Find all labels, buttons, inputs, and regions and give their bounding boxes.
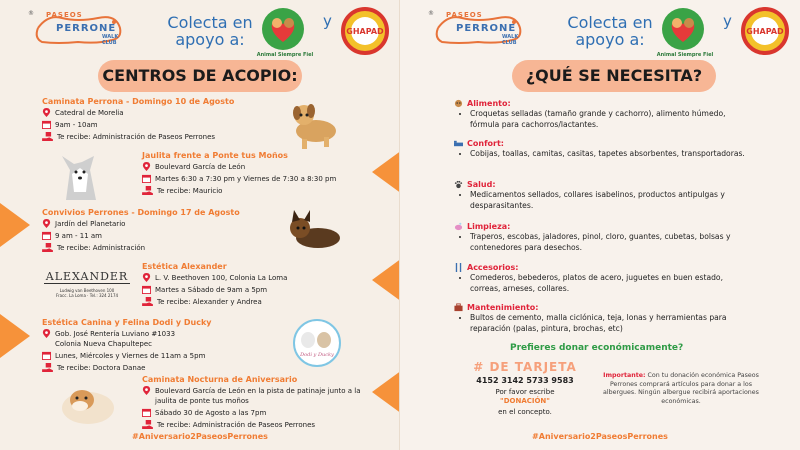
ghapad-logo <box>340 6 390 56</box>
entry-title: Caminata Nocturna de Aniversario <box>142 375 298 384</box>
favor-line2: "DONACIÓN" <box>500 397 550 405</box>
category-item: • Traperos, escobas, jaladores, pinol, cloro, guantes, cubetas, bolsas y contenedores para desechos. <box>470 232 754 253</box>
paseos-perrones-logo-right <box>428 8 526 52</box>
category-name: Limpieza: <box>467 222 511 231</box>
entry-time: Sábado 30 de Agosto a las 7pm <box>155 409 267 417</box>
toolbox-icon <box>454 303 463 312</box>
entry-time: Martes a Sábado de 9am a 5pm <box>155 286 268 294</box>
receive-hand-icon <box>42 363 53 372</box>
entry-recibe: Te recibe: Alexander y Andrea <box>157 298 262 306</box>
entry-place: Gob. José Rentería Luviano #1033 <box>55 330 176 338</box>
category-limpieza <box>454 222 754 253</box>
puppy-jumping-image <box>282 95 344 153</box>
calendar-icon <box>42 120 51 129</box>
entry-time: Martes 6:30 a 7:30 pm y Viernes de 7:30 a 8:30 pm <box>155 175 337 183</box>
entry-title: Convivios Perrones - Domingo 17 de Agosto <box>42 208 240 217</box>
colecta-line1: Colecta en <box>167 13 253 32</box>
alexander-logo <box>44 270 130 304</box>
entry-time: 9 am - 11 am <box>55 232 103 240</box>
logo-name: PERRONE <box>56 23 117 34</box>
calendar-icon <box>42 351 51 360</box>
org1-tagline: Animal Siempre Fiel <box>656 52 714 58</box>
receive-hand-icon <box>142 420 153 429</box>
nota-text: Con tu donación económica Paseos Perrones comprará artículos para donar a los albergues. Ningún albergue recibirá aportaciones económicas. <box>603 372 759 405</box>
calendar-icon <box>142 408 151 417</box>
ghapad-logo-right <box>740 6 790 56</box>
entry-estetica-alexander <box>142 262 382 307</box>
location-pin-icon <box>142 162 151 171</box>
svg-text:GHAPAD: GHAPAD <box>346 27 384 36</box>
conjunction-y: y <box>323 12 332 30</box>
orange-arrow-left-1 <box>0 203 30 247</box>
colecta-line2: apoyo a: <box>175 30 245 49</box>
category-item: • Comederos, bebederos, platos de acero, juguetes en buen estado, correas, arneses, collares. <box>470 273 754 294</box>
entry-caminata-nocturna <box>142 375 378 430</box>
category-item: • Medicamentos sellados, collares isabelinos, productos antipulgas y desparasitantes. <box>470 190 754 211</box>
entry-recibe: Te recibe: Administración de Paseos Perrones <box>157 421 316 429</box>
category-name: Salud: <box>467 180 496 189</box>
bulldog-puppy-image <box>56 376 120 428</box>
utensils-icon <box>454 263 463 272</box>
entry-dodi-ducky <box>42 318 282 373</box>
calendar-icon <box>142 285 151 294</box>
entry-place: Jardín del Planetario <box>55 220 126 228</box>
entry-place: Boulevard García de León en la pista de patinaje junto a la jaulita de ponte tus moños <box>155 387 361 405</box>
registered-mark: ® <box>28 10 34 17</box>
location-pin-icon <box>42 329 51 338</box>
category-confort <box>454 139 754 160</box>
conjunction-y: y <box>723 12 732 30</box>
category-item: • Cobijas, toallas, camitas, casitas, tapetes absorbentes, transportadoras. <box>470 149 754 160</box>
nota-importante <box>596 372 766 406</box>
category-item: • Croquetas selladas (tamaño grande y cachorro), alimento húmedo, fórmula para cachorros/lactantes. <box>470 109 754 130</box>
category-alimento <box>454 99 754 130</box>
entry-title: Estética Canina y Felina Dodi y Ducky <box>42 318 212 327</box>
nota-label: Importante: <box>603 372 646 379</box>
orange-arrow-left-2 <box>0 314 30 358</box>
logo-club: WALK CLUB <box>102 34 119 46</box>
category-name: Confort: <box>467 139 505 148</box>
colecta-heading <box>160 14 260 48</box>
receive-hand-icon <box>142 186 153 195</box>
donar-heading: Prefieres donar económicamente? <box>510 343 684 353</box>
colecta-line2: apoyo a: <box>575 30 645 49</box>
category-mantenimiento <box>454 303 754 334</box>
org1-tagline: Animal Siempre Fiel <box>256 52 314 58</box>
logo-brand: PASEOS <box>46 11 83 19</box>
entry-recibe: Te recibe: Doctora Danae <box>57 364 146 372</box>
entry-time: Lunes, Miércoles y Viernes de 11am a 5pm <box>55 352 206 360</box>
bed-icon <box>454 139 463 148</box>
entry-place-2: Colonia Nueva Chapultepec <box>55 340 153 348</box>
que-se-necesita-title: ¿QUÉ SE NECESITA? <box>512 60 716 92</box>
location-pin-icon <box>42 108 51 117</box>
alexander-address-line2: Fracc. La Loma · Tel.: 324 2174 <box>55 293 119 298</box>
entry-place: L. V. Beethoven 100, Colonia La Loma <box>155 274 288 282</box>
animal-siempre-fiel-logo-right <box>656 6 714 58</box>
category-name: Accesorios: <box>467 263 519 272</box>
location-pin-icon <box>142 386 151 395</box>
category-name: Alimento: <box>467 99 511 108</box>
favor-line3: en el concepto. <box>498 408 552 416</box>
entry-title: Jaulita frente a Ponte tus Moños <box>142 151 288 160</box>
soap-icon <box>454 222 463 231</box>
alexander-logo-text: ALEXANDER <box>45 270 129 283</box>
svg-text:GHAPAD: GHAPAD <box>746 27 784 36</box>
hashtag-right: #Aniversario2PaseosPerrones <box>532 432 668 441</box>
german-shepherd-puppy-image <box>282 206 348 254</box>
location-pin-icon <box>142 273 151 282</box>
entry-place: Boulevard García de León <box>155 163 246 171</box>
paw-icon <box>454 180 463 189</box>
dog-face-icon <box>454 99 463 108</box>
alexander-address-line1: Ludwig van Beethoven 100 <box>59 288 115 293</box>
calendar-icon <box>142 174 151 183</box>
entry-recibe: Te recibe: Administración <box>57 244 146 252</box>
entry-convivios <box>42 208 282 253</box>
entry-recibe: Te recibe: Mauricio <box>157 187 223 195</box>
dodi-ducky-logo <box>286 318 348 368</box>
entry-recibe: Te recibe: Administración de Paseos Perrones <box>57 133 216 141</box>
centros-title: CENTROS DE ACOPIO: <box>98 60 302 92</box>
paseos-perrones-logo <box>28 8 126 52</box>
colecta-heading-right <box>560 14 660 48</box>
entry-caminata-perrona <box>42 97 282 142</box>
category-item: • Bultos de cemento, malla ciclónica, teja, lonas y herramientas para reparación (palas, pintura, brochas, etc) <box>470 313 754 334</box>
animal-siempre-fiel-logo <box>256 6 314 58</box>
category-name: Mantenimiento: <box>467 303 539 312</box>
receive-hand-icon <box>142 297 153 306</box>
entry-place: Catedral de Morelia <box>55 109 124 117</box>
dodi-ducky-logo-text: Dodi y Ducky <box>300 352 334 358</box>
tarjeta-block <box>470 360 580 417</box>
logo-name: PERRONE <box>456 23 517 34</box>
favor-line1: Por favor escribe <box>495 388 555 396</box>
location-pin-icon <box>42 219 51 228</box>
entry-title: Caminata Perrona - Domingo 10 de Agosto <box>42 97 235 106</box>
category-accesorios <box>454 263 754 294</box>
tarjeta-number[interactable]: 4152 3142 5733 9583 <box>476 376 574 385</box>
colecta-line1: Colecta en <box>567 13 653 32</box>
entry-jaulita <box>142 151 382 196</box>
tarjeta-label: # DE TARJETA <box>473 360 577 374</box>
registered-mark: ® <box>428 10 434 17</box>
logo-club: WALK CLUB <box>502 34 519 46</box>
hashtag-left: #Aniversario2PaseosPerrones <box>132 432 268 441</box>
husky-image <box>52 148 118 204</box>
receive-hand-icon <box>42 132 53 141</box>
entry-time: 9am - 10am <box>55 121 98 129</box>
receive-hand-icon <box>42 243 53 252</box>
logo-brand: PASEOS <box>446 11 483 19</box>
calendar-icon <box>42 231 51 240</box>
entry-title: Estética Alexander <box>142 262 227 271</box>
category-salud <box>454 180 754 211</box>
